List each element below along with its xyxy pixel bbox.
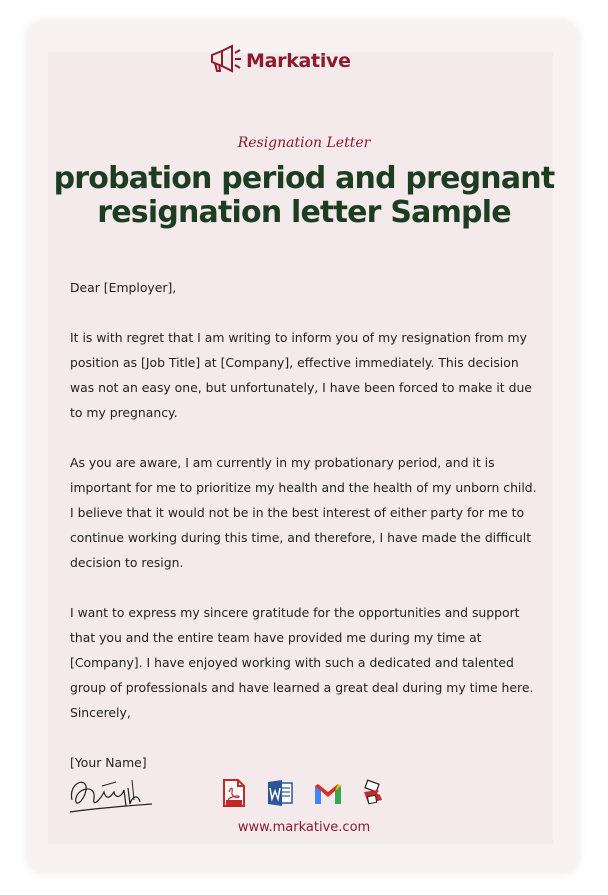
- website-link[interactable]: www.markative.com: [237, 820, 371, 835]
- doc-subtitle: Resignation Letter: [237, 135, 371, 151]
- signer-name: [Your Name]: [70, 755, 147, 770]
- brand-name: Markative: [246, 50, 351, 72]
- paragraph-1: It is with regret that I am writing to inform you of my resignation from my position as [Job Title] at [Company], effective immediately. This decision was not an easy one, but unfortunately, I have been forced to make it due to my pregnancy.: [70, 330, 532, 420]
- print-icon[interactable]: [358, 778, 386, 808]
- closing: Sincerely,: [70, 705, 131, 720]
- share-icons: [220, 778, 386, 808]
- pdf-icon[interactable]: [220, 778, 248, 808]
- word-icon[interactable]: [266, 778, 294, 808]
- gmail-icon[interactable]: [312, 778, 340, 808]
- megaphone-icon: [208, 44, 242, 79]
- letter-body: [70, 275, 540, 775]
- brand-logo[interactable]: [208, 44, 351, 78]
- salutation: Dear [Employer],: [70, 280, 177, 295]
- signature-image: [66, 770, 156, 825]
- paragraph-3: I want to express my sincere gratitude for the opportunities and support that you and the entire team have provided me during my time at [Company]. I have enjoyed working with such a dedicated and talented group of professionals and have learned a great deal during my time here.: [70, 605, 534, 695]
- paragraph-2: As you are aware, I am currently in my probationary period, and it is important for me to prioritize my health and the health of my unborn child. I believe that it would not be in the best interest of either party for me to continue working during this time, and therefore, I have made the difficult decision to resign.: [70, 455, 537, 570]
- page-title: probation period and pregnant resignation letter Sample: [53, 161, 555, 230]
